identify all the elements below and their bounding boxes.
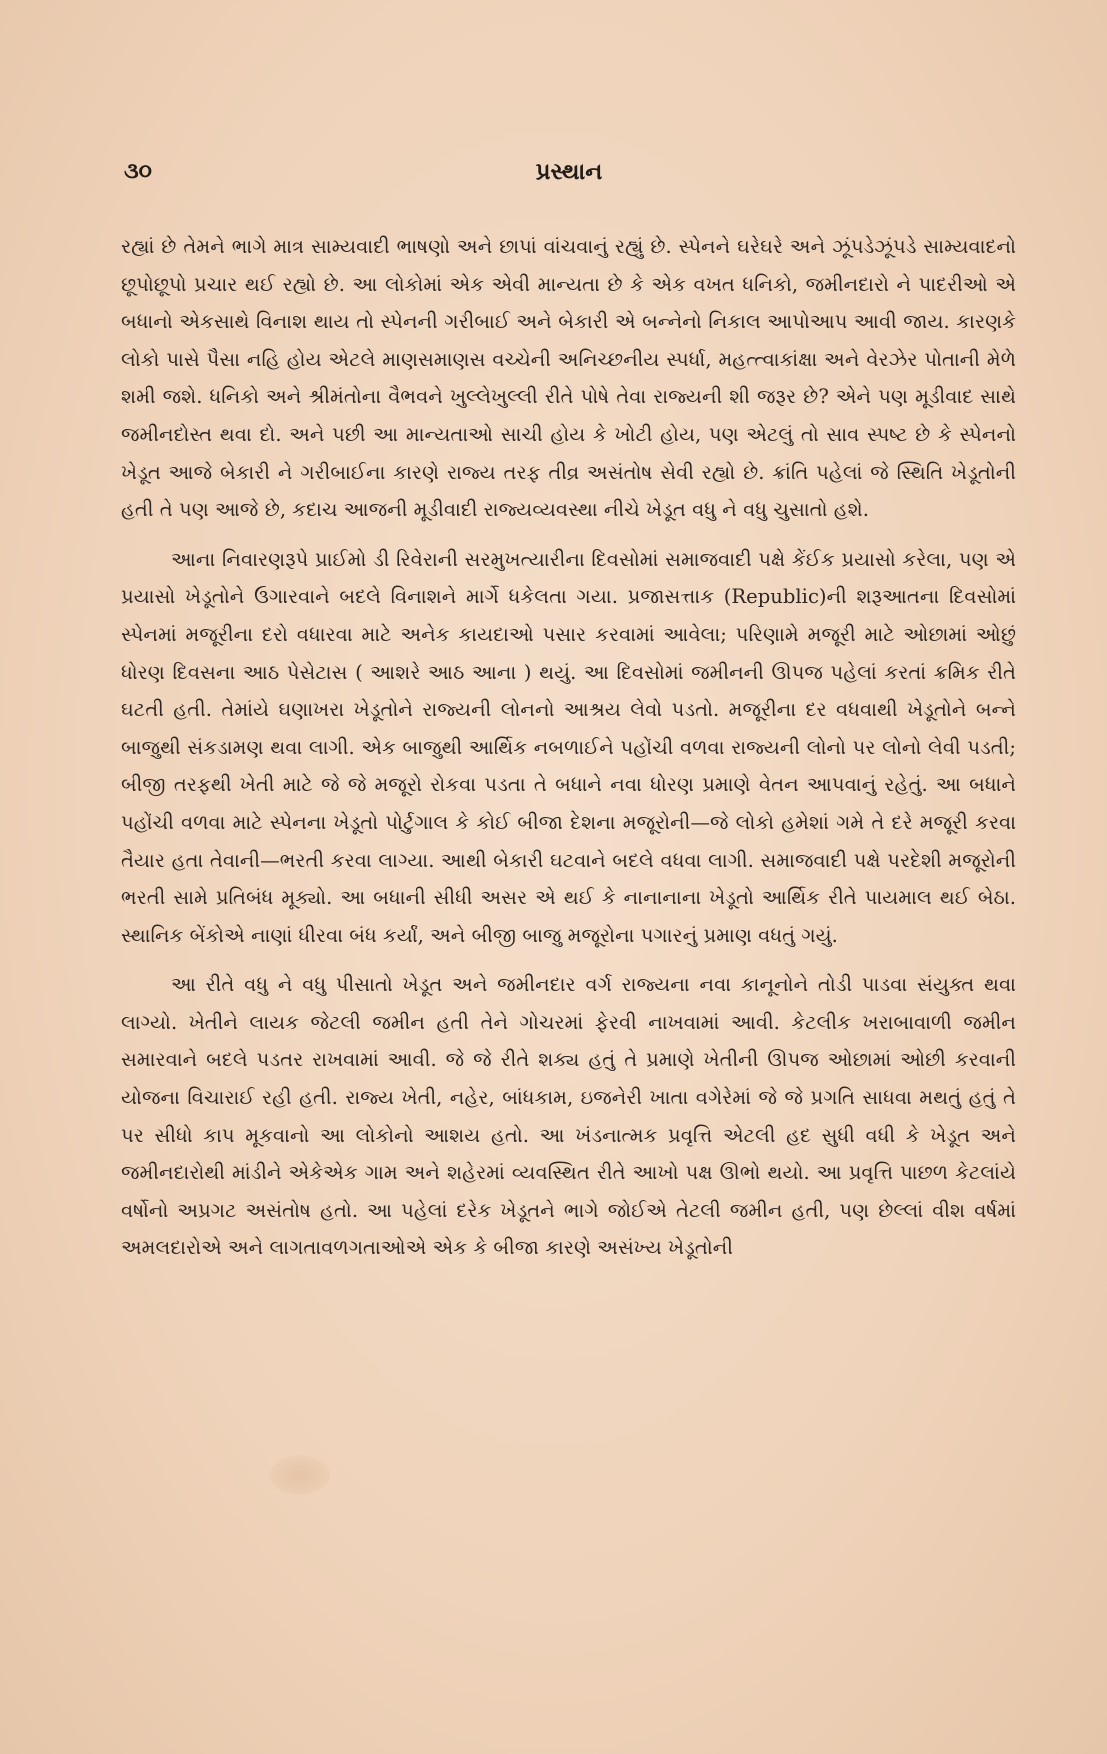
page-number: ૩૦ bbox=[124, 158, 152, 184]
paragraph-2: આના નિવારણરૂપે પ્રાઈમો ડી રિવેરાની સરમુખત્યારીના દિવસોમાં સમાજવાદી પક્ષે કેંઈક પ્રયાસો કરેલા, પણ એ પ્રયાસો ખેડૂતોને ઉગારવાને બદલે વિનાશને માર્ગે ધકેલતા ગયા. પ્રજાસત્તાક (Republic)ની શરૂઆતના દિવસોમાં સ્પેનમાં મજૂરીના દરો વધારવા માટે અનેક કાયદાઓ પસાર કરવામાં આવેલા; પરિણામે મજૂરી માટે ઓછામાં ઓછું ધોરણ દિવસના આઠ પેસેટાસ ( આશરે આઠ આના ) થયું. આ દિવસોમાં જમીનની ઊપજ પહેલાં કરતાં ક્રમિક રીતે ઘટતી હતી. તેમાંયે ઘણાખરા ખેડૂતોને રાજ્યની લોનનો આશ્રય લેવો પડતો. મજૂરીના દર વધવાથી ખેડૂતોને બન્ને બાજુથી સંકડામણ થવા લાગી. એક બાજુથી આર્થિક નબળાઈને પહોંચી વળવા રાજ્યની લોનો પર લોનો લેવી પડતી; બીજી તરફથી ખેતી માટે જે જે મજૂરો રોકવા પડતા તે બધાને નવા ધોરણ પ્રમાણે વેતન આપવાનું રહેતું. આ બધાને પહોંચી વળવા માટે સ્પેનના ખેડૂતો પોર્ટુગાલ કે કોઈ બીજા દેશના મજૂરોની—જે લોકો હમેશાં ગમે તે દરે મજૂરી કરવા તૈયાર હતા તેવાની—ભરતી કરવા લાગ્યા. આથી બેકારી ઘટવાને બદલે વધવા લાગી. સમાજવાદી પક્ષે પરદેશી મજૂરોની ભરતી સામે પ્રતિબંધ મૂક્યો. આ બધાની સીધી અસર એ થઈ કે નાનાનાના ખેડૂતો આર્થિક રીતે પાયમાલ થઈ બેઠા. સ્થાનિક બેંકોએ નાણાં ધીરવા બંધ કર્યાં, અને બીજી બાજુ મજૂરોના પગારનું પ્રમાણ વધતું ગયું. bbox=[121, 547, 1016, 947]
paper-stain bbox=[270, 1455, 330, 1495]
running-title: પ્રસ્થાન bbox=[535, 158, 603, 185]
paragraph-1: રહ્યાં છે તેમને ભાગે માત્ર સામ્યવાદી ભાષણો અને છાપાં વાંચવાનું રહ્યું છે. સ્પેનને ઘરેઘરે અને ઝૂંપડેઝૂંપડે સામ્યવાદનો છૂપોછૂપો પ્રચાર થઈ રહ્યો છે. આ લોકોમાં એક એવી માન્યતા છે કે એક વખત ધનિકો, જમીનદારો ને પાદરીઓ એ બધાનો એકસાથે વિનાશ થાય તો સ્પેનની ગરીબાઈ અને બેકારી એ બન્નેનો નિકાલ આપોઆપ આવી જાય. કારણકે લોકો પાસે પૈસા નહિ હોય એટલે માણસમાણસ વચ્ચેની અનિચ્છનીય સ્પર્ધા, મહત્ત્વાકાંક્ષા અને વેરઝેર પોતાની મેળે શમી જશે. ધનિકો અને શ્રીમંતોના વૈભવને ખુલ્લેખુલ્લી રીતે પોષે તેવા રાજ્યની શી જરૂર છે? એને પણ મૂડીવાદ સાથે જમીનદોસ્ત થવા દો. અને પછી આ માન્યતાઓ સાચી હોય કે ખોટી હોય, પણ એટલું તો સાવ સ્પષ્ટ છે કે સ્પેનનો ખેડૂત આજે બેકારી ને ગરીબાઈના કારણે રાજ્ય તરફ તીવ્ર અસંતોષ સેવી રહ્યો છે. ક્રાંતિ પહેલાં જે સ્થિતિ ખેડૂતોની હતી તે પણ આજે છે, કદાચ આજની મૂડીવાદી રાજ્યવ્યવસ્થા નીચે ખેડૂત વધુ ને વધુ ચુસાતો હશે. bbox=[121, 235, 1016, 522]
page-header bbox=[124, 158, 1014, 198]
paragraph-3: આ રીતે વધુ ને વધુ પીસાતો ખેડૂત અને જમીનદાર વર્ગ રાજ્યના નવા કાનૂનોને તોડી પાડવા સંયુક્ત થવા લાગ્યો. ખેતીને લાયક જેટલી જમીન હતી તેને ગોચરમાં ફેરવી નાખવામાં આવી. કેટલીક ખરાબાવાળી જમીન સમારવાને બદલે પડતર રાખવામાં આવી. જે જે રીતે શક્ય હતું તે પ્રમાણે ખેતીની ઊપજ ઓછામાં ઓછી કરવાની યોજના વિચારાઈ રહી હતી. રાજ્ય ખેતી, નહેર, બાંધકામ, ઇજનેરી ખાતા વગેરેમાં જે જે પ્રગતિ સાધવા મથતું હતું તે પર સીધો કાપ મૂકવાનો આ લોકોનો આશય હતો. આ ખંડનાત્મક પ્રવૃત્તિ એટલી હદ સુધી વધી કે ખેડૂત અને જમીનદારોથી માંડીને એકેએક ગામ અને શહેરમાં વ્યવસ્થિત રીતે આખો પક્ષ ઊભો થયો. આ પ્રવૃત્તિ પાછળ કેટલાંયે વર્ષોનો અપ્રગટ અસંતોષ હતો. આ પહેલાં દરેક ખેડૂતને ભાગે જોઈએ તેટલી જમીન હતી, પણ છેલ્લાં વીશ વર્ષમાં અમલદારોએ અને લાગતાવળગતાઓએ એક કે બીજા કારણે અસંખ્ય ખેડૂતોની bbox=[121, 973, 1016, 1260]
body-text bbox=[121, 228, 1016, 1267]
